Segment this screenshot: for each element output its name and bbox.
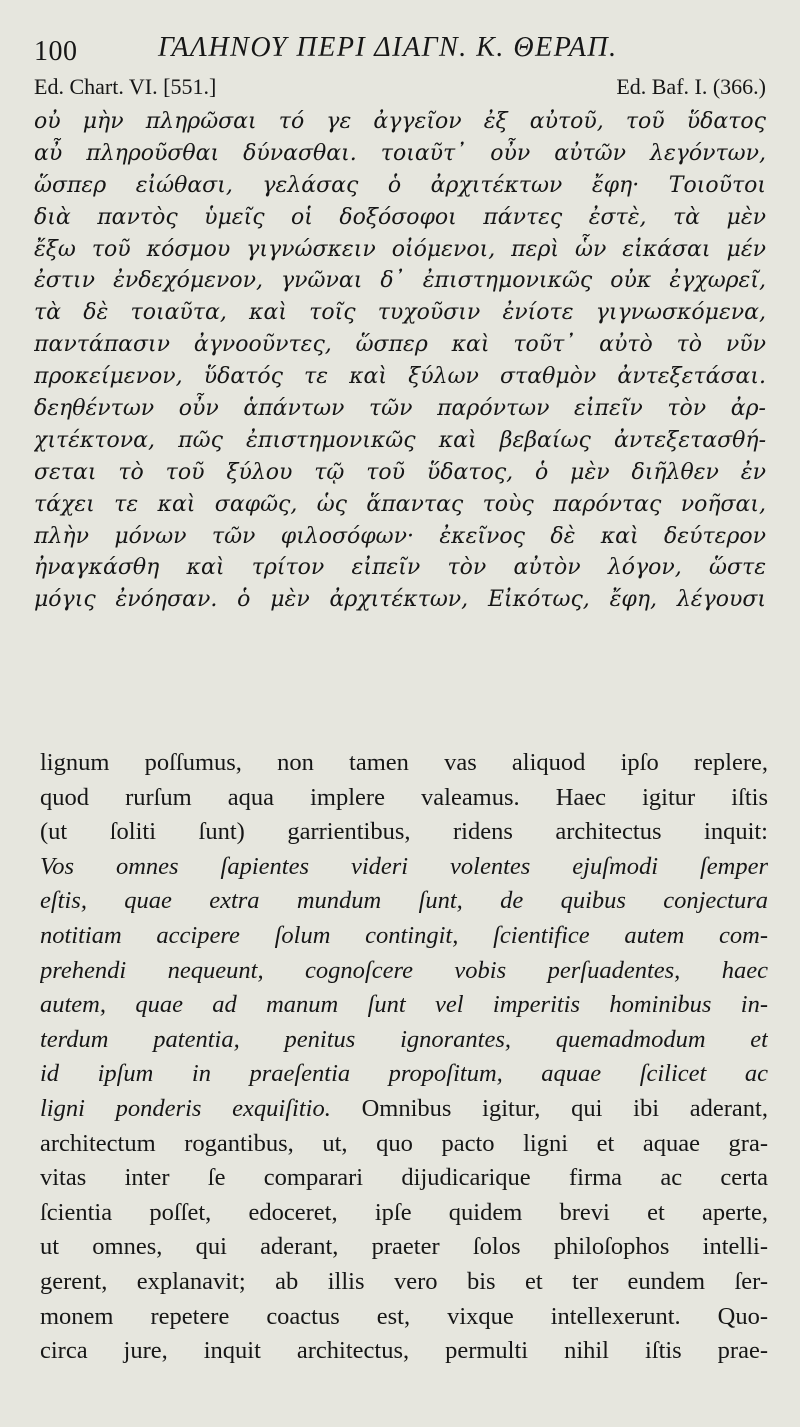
latin-line: monem repetere coactus est, vixque intellexerunt. Quo- (40, 1302, 768, 1330)
latin-line-italic: notitiam accipere ſolum contingit, ſcientifice autem com- (40, 921, 768, 949)
latin-line-mixed (40, 1092, 768, 1127)
greek-line: τάχει τε καὶ σαφῶς, ὡς ἅπαντας τοὺς παρόντας νοῆσαι, (34, 491, 766, 517)
latin-line: ſcientia poſſet, edoceret, ipſe quidem brevi et aperte, (40, 1198, 768, 1226)
latin-line: circa jure, inquit architectus, permulti nihil iſtis prae- (40, 1337, 768, 1365)
latin-line-italic: Vos omnes ſapientes videri volentes ejuſmodi ſemper (40, 852, 768, 880)
greek-line: χιτέκτονα, πῶς ἐπιστημονικῶς καὶ βεβαίως ἀντεξετασθή- (34, 427, 766, 453)
latin-line-italic: terdum patentia, penitus ignorantes, quemadmodum et (40, 1025, 768, 1053)
greek-line: οὐ μὴν πληρῶσαι τό γε ἀγγεῖον ἐξ αὐτοῦ, τοῦ ὕδατος (34, 109, 766, 134)
latin-line-italic: eſtis, quae extra mundum ſunt, de quibus conjectura (40, 887, 768, 915)
latin-line-italic: prehendi nequeunt, cognoſcere vobis perſuadentes, haec (40, 956, 768, 984)
greek-line: σεται τὸ τοῦ ξύλου τῷ τοῦ ὕδατος, ὁ μὲν διῆλθεν ἐν (34, 459, 766, 485)
latin-line: ut omnes, qui aderant, praeter ſolos philoſophos intelli- (40, 1233, 768, 1261)
latin-line: quod rurſum aqua implere valeamus. Haec igitur iſtis (40, 783, 768, 811)
greek-line: ὥσπερ εἰώθασι, γελάσας ὁ ἀρχιτέκτων ἔφη· Τοιοῦτοι (34, 172, 766, 198)
page-number: 100 (34, 36, 78, 67)
edition-basel-reference: Ed. Baf. I. (366.) (616, 74, 766, 99)
greek-line: μόγις ἐνόησαν. ὁ μὲν ἀρχιτέκτων, Εἰκότως, ἔφη, λέγουσι (34, 587, 766, 613)
edition-chartier-reference: Ed. Chart. VI. [551.] (34, 74, 217, 99)
greek-text-block (34, 106, 766, 616)
greek-line: αὖ πληροῦσθαι δύνασθαι. τοιαῦτ᾽ οὖν αὐτῶν λεγόντων, (34, 140, 766, 166)
edition-references (34, 74, 766, 106)
page-header (34, 24, 774, 74)
latin-line-italic: autem, quae ad manum ſunt vel imperitis hominibus in- (40, 991, 768, 1019)
greek-line: διὰ παντὸς ὑμεῖς οἱ δοξόσοφοι πάντες ἐστὲ, τὰ μὲν (34, 204, 766, 230)
greek-line: ἠναγκάσθη καὶ τρίτον εἰπεῖν τὸν αὐτὸν λόγον, ὥστε (34, 555, 766, 581)
greek-line: ἐστιν ἐνδεχόμενον, γνῶναι δ᾽ ἐπιστημονικῶς οὐκ ἐγχωρεῖ, (34, 268, 766, 294)
latin-italic-segment: ligni ponderis exquiſitio. (40, 1094, 331, 1122)
latin-line: vitas inter ſe comparari dijudicarique firma ac certa (40, 1164, 768, 1192)
greek-line: τὰ δὲ τοιαῦτα, καὶ τοῖς τυχοῦσιν ἐνίοτε γιγνωσκόμενα, (34, 300, 766, 326)
greek-line: δεηθέντων οὖν ἁπάντων τῶν παρόντων εἰπεῖν τὸν ἀρ- (34, 396, 766, 422)
greek-line: παντάπασιν ἀγνοοῦντες, ὥσπερ καὶ τοῦτ᾽ αὐτὸ τὸ νῦν (34, 332, 766, 358)
latin-line: (ut ſoliti ſunt) garrientibus, ridens architectus inquit: (40, 818, 768, 846)
latin-roman-segment: Omnibus igitur, qui ibi aderant, (330, 1094, 768, 1122)
greek-line: πλὴν μόνων τῶν φιλοσόφων· ἐκεῖνος δὲ καὶ δεύτερον (34, 523, 766, 549)
running-title: ΓΑΛΗΝΟΥ ΠΕΡΙ ΔΙΑΓΝ. Κ. ΘΕΡΑΠ. (158, 32, 618, 63)
latin-line: gerent, explanavit; ab illis vero bis et ter eundem ſer- (40, 1267, 768, 1295)
latin-line: architectum rogantibus, ut, quo pacto ligni et aquae gra- (40, 1129, 768, 1157)
greek-line: ἔξω τοῦ κόσμου γιγνώσκειν οἰόμενοι, περὶ ὧν εἰκάσαι μέν (34, 236, 766, 262)
latin-text-block (40, 746, 768, 1369)
latin-line-italic: id ipſum in praeſentia propoſitum, aquae ſcilicet ac (40, 1060, 768, 1088)
greek-line: προκείμενον, ὕδατός τε καὶ ξύλων σταθμὸν ἀντεξετάσαι. (34, 364, 766, 390)
latin-line: lignum poſſumus, non tamen vas aliquod ipſo replere, (40, 749, 768, 776)
